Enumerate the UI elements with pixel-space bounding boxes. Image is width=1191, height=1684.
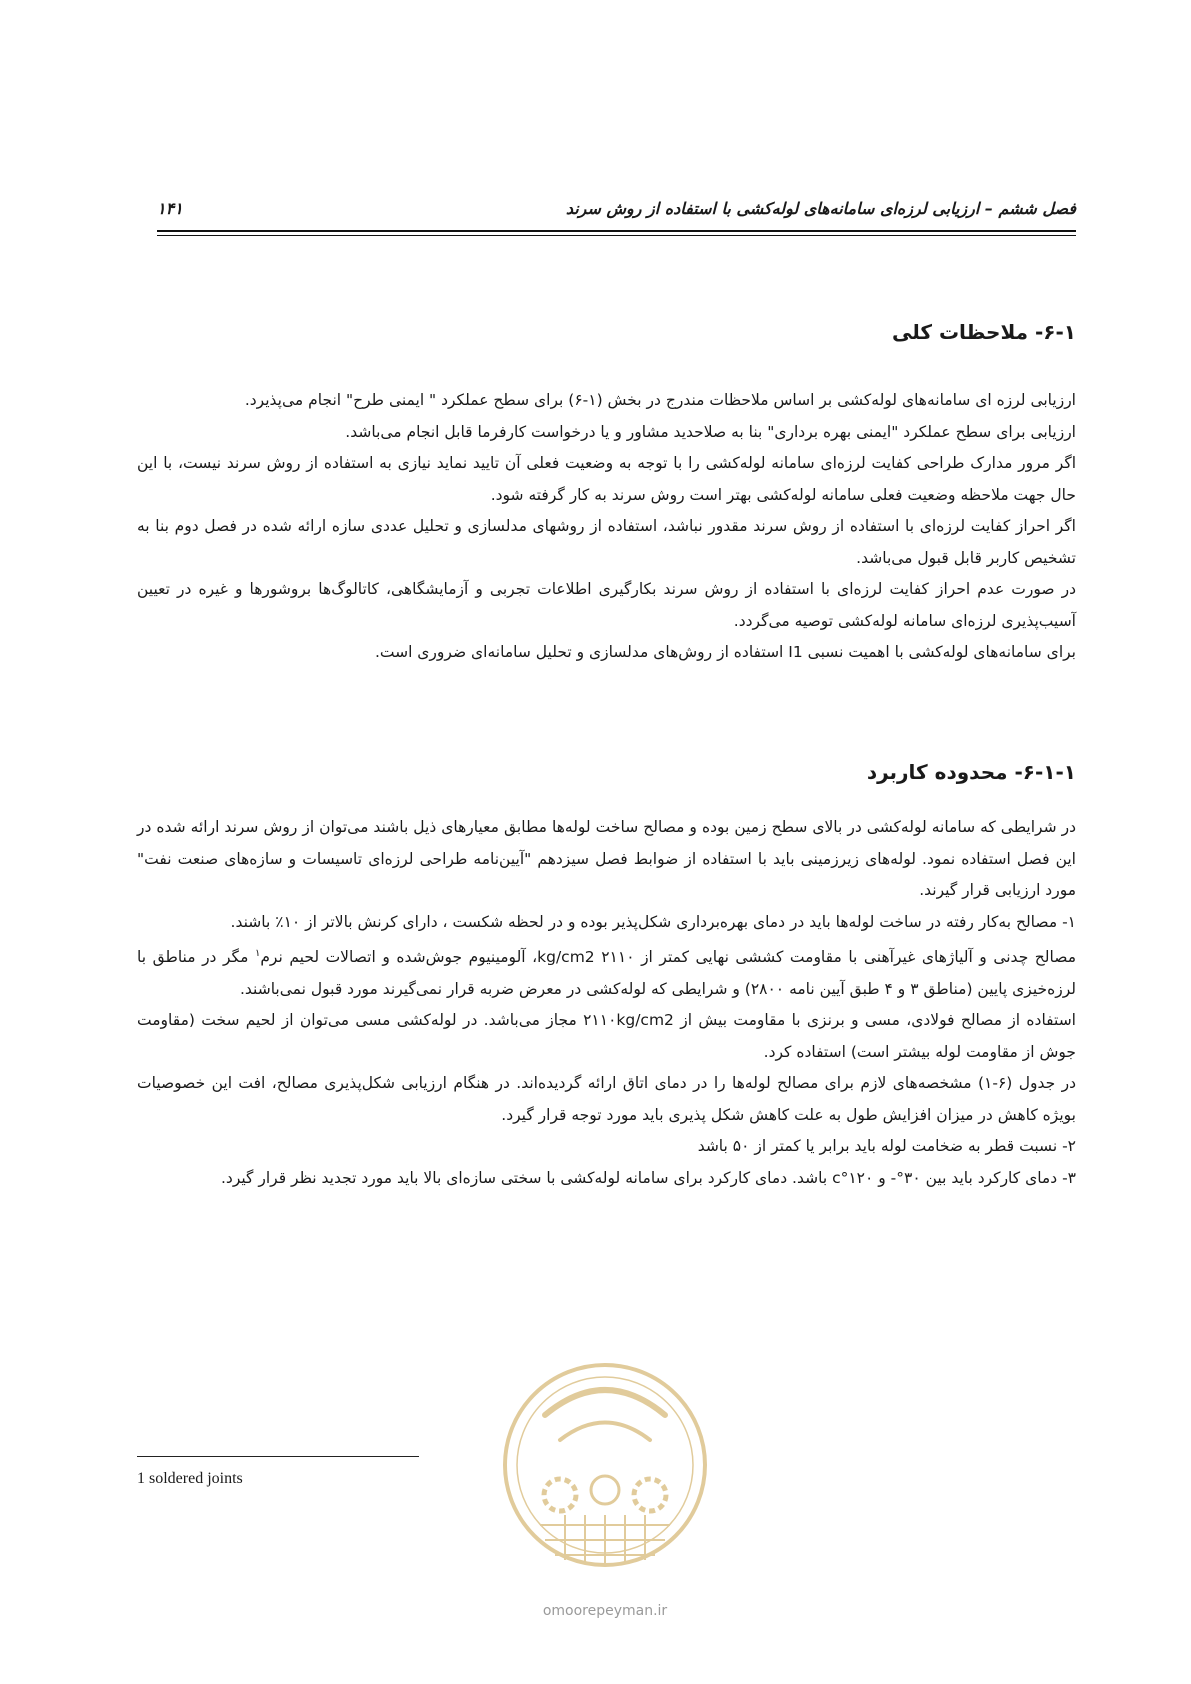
sentence: مگر در مناطق با لرزه‌خیزی پایین (مناطق ۳ و ۴ طبق آیین نامه ۲۸۰۰) و شرایطی که لوله‌کشی در معرض ضربه قرار نمی‌گیرند مورد قبول نمی‌باشند. — [137, 948, 1076, 998]
section-heading-scope: ۶-۱-۱- محدوده کاربرد — [866, 760, 1076, 784]
paragraph: ارزیابی برای سطح عملکرد "ایمنی بهره برداری" بنا به صلاحدید مشاور و یا درخواست کارفرما قابل انجام می‌باشد. — [345, 422, 1076, 441]
watermark-url: omoorepeyman.ir — [542, 1603, 668, 1619]
paragraph: اگر احراز کفایت لرزه‌ای با استفاده از روش سرند مقدور نباشد، استفاده از روشهای مدلسازی و تحلیل عددی سازه ارائه شده در فصل دوم بنا به تشخیص کاربر قابل قبول می‌باشد. — [137, 517, 1076, 567]
paragraph: ارزیابی لرزه ای سامانه‌های لوله‌کشی بر اساس ملاحظات مندرج در بخش (۱-۶) برای سطح عملکرد " ایمنی طرح" انجام می‌پذیرد. — [244, 391, 1076, 409]
page-number: ۱۴۱ — [157, 199, 183, 218]
paragraph: برای سامانه‌های لوله‌کشی با اهمیت نسبی I1 استفاده از روش‌های مدلسازی و تحلیل سامانه‌ای ضروری است. — [374, 643, 1076, 661]
section-heading-general: ۶-۱- ملاحظات کلی — [891, 320, 1076, 344]
paragraph: ۳- دمای کارکرد باید بین ۳۰°- و ۱۲۰°c باشد. دمای کارکرد برای سامانه لوله‌کشی با سختی سازه‌ای بالا باید مورد تجدید نظر قرار گیرد. — [220, 1168, 1076, 1187]
header-rule — [157, 230, 1076, 236]
section-scope-body — [137, 812, 1076, 1194]
watermark-logo — [490, 1345, 720, 1610]
section-general-body — [137, 385, 1076, 669]
paragraph: در صورت عدم احراز کفایت لرزه‌ای با استفاده از روش سرند بکارگیری اطلاعات تجربی و آزمایشگاهی، کاتالوگ‌ها بروشورها و غیره در تعیین آسیب‌پذیری لرزه‌ای سامانه لوله‌کشی توصیه می‌گردد. — [137, 580, 1076, 630]
running-header — [157, 199, 1076, 218]
footnote-marker: ۱ — [254, 948, 261, 959]
paragraph: در شرایطی که سامانه لوله‌کشی در بالای سطح زمین بوده و مصالح ساخت لوله‌ها مطابق معیارهای ذیل باشند می‌توان از روش سرند ارائه شده در این فصل استفاده نمود. لوله‌های زیرزمینی باید با استفاده از ضوابط فصل سیزدهم "آیین‌نامه طراحی لرزه‌ای تاسیسات و سازه‌های صنعت نفت" مورد ارزیابی قرار گیرند. — [137, 818, 1076, 899]
gear-icon — [544, 1479, 576, 1511]
sentence: مصالح چدنی و آلیاژهای غیرآهنی با مقاومت کششی نهایی کمتر از ۲۱۱۰ kg/cm2، آلومینیوم جوش‌شده و اتصالات لحیم نرم — [260, 948, 1077, 967]
paragraph: اگر مرور مدارک طراحی کفایت لرزه‌ای سامانه لوله‌کشی را با توجه به وضعیت فعلی آن تایید نماید نیازی به استفاده از روش سرند نیست، با این حال جهت ملاحظه وضعیت فعلی سامانه لوله‌کشی بهتر است روش سرند به کار گرفته شود. — [137, 454, 1076, 504]
paragraph: ۱- مصالح به‌کار رفته در ساخت لوله‌ها باید در دمای بهره‌برداری شکل‌پذیر بوده و در لحظه شکست ، دارای کرنش بالاتر از ۱۰٪ باشند. — [230, 912, 1076, 931]
gear-icon — [634, 1479, 666, 1511]
footnote-rule — [137, 1456, 419, 1457]
paragraph: ۲- نسبت قطر به ضخامت لوله باید برابر یا کمتر از ۵۰ باشد — [697, 1137, 1076, 1156]
paragraph: استفاده از مصالح فولادی، مسی و برنزی با مقاومت بیش از ۲۱۱۰kg/cm2 مجاز می‌باشد. در لوله‌کشی مسی می‌توان از لحیم سخت (مقاومت جوش از مقاومت لوله بیشتر است) استفاده کرد. — [137, 1011, 1076, 1061]
grid-icon — [540, 1515, 670, 1565]
paragraph — [137, 938, 1076, 1005]
scale-icon — [591, 1476, 619, 1504]
paragraph: در جدول (۶-۱) مشخصه‌های لازم برای مصالح لوله‌ها را در دمای اتاق ارائه گردیده‌اند. در هنگام ارزیابی شکل‌پذیری مصالح، افت این خصوصیات بویژه کاهش در میزان افزایش طول به علت کاهش شکل پذیری باید مورد توجه قرار گیرد. — [137, 1074, 1076, 1124]
footnote: 1 soldered joints — [137, 1470, 243, 1487]
chapter-title: فصل ششم – ارزیابی لرزه‌ای سامانه‌های لوله‌کشی با استفاده از روش سرند — [565, 199, 1076, 218]
